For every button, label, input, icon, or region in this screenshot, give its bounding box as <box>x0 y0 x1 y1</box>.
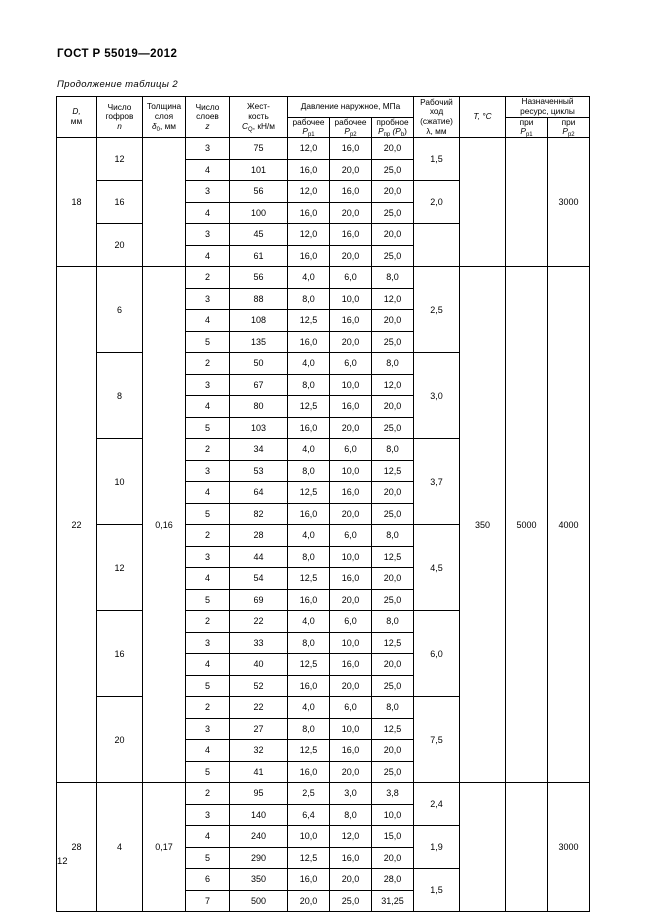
cell-stiffness: 350 <box>230 869 288 891</box>
cell-stiffness: 67 <box>230 374 288 396</box>
cell-resource-at-p2: 3000 <box>548 138 590 267</box>
cell-test-pressure: 25,0 <box>372 503 414 525</box>
cell-stiffness: 101 <box>230 159 288 181</box>
cell-test-pressure: 15,0 <box>372 826 414 848</box>
cell-layer-count: 4 <box>186 202 230 224</box>
cell-stiffness: 40 <box>230 654 288 676</box>
cell-stiffness: 53 <box>230 460 288 482</box>
cell-working-pressure-2: 3,0 <box>330 783 372 805</box>
header-pnp-glyph: P <box>378 126 384 137</box>
cell-working-pressure-2: 6,0 <box>330 267 372 289</box>
cell-resource-at-p2: 4000 <box>548 267 590 783</box>
header-resource-l1: Назначенный <box>521 96 574 106</box>
header-resource-at-p1 <box>506 117 548 138</box>
header-temperature <box>460 97 506 138</box>
cell-layer-count: 5 <box>186 417 230 439</box>
header-p1-subscript: р1 <box>307 132 315 139</box>
table-header <box>57 97 590 138</box>
cell-layer-count: 5 <box>186 675 230 697</box>
cell-working-pressure-2: 6,0 <box>330 611 372 633</box>
header-r2-subscript: р2 <box>567 132 575 139</box>
cell-working-pressure-2: 12,0 <box>330 826 372 848</box>
cell-working-pressure-1: 8,0 <box>288 460 330 482</box>
cell-stiffness: 69 <box>230 589 288 611</box>
cell-stiffness: 500 <box>230 890 288 912</box>
cell-stiffness: 44 <box>230 546 288 568</box>
cell-test-pressure: 20,0 <box>372 310 414 332</box>
cell-test-pressure: 25,0 <box>372 202 414 224</box>
cell-working-pressure-2: 20,0 <box>330 245 372 267</box>
cell-layer-count: 5 <box>186 331 230 353</box>
cell-test-pressure: 8,0 <box>372 611 414 633</box>
header-z-symbol: z <box>205 121 210 132</box>
cell-layer-count: 4 <box>186 654 230 676</box>
cell-working-pressure-1: 4,0 <box>288 267 330 289</box>
header-p2-l1: рабочее <box>334 116 367 127</box>
cell-working-stroke: 2,0 <box>414 181 460 224</box>
header-p2-symbol <box>330 127 371 137</box>
header-lambda-l1: Рабочий <box>420 96 453 107</box>
cell-layer-count: 2 <box>186 267 230 289</box>
header-n-l1: Число <box>107 101 132 112</box>
table-row <box>57 138 590 160</box>
cell-test-pressure: 20,0 <box>372 181 414 203</box>
cell-layer-count: 3 <box>186 138 230 160</box>
cell-stiffness: 54 <box>230 568 288 590</box>
header-delta-unit: , мм <box>159 120 176 131</box>
cell-corrugation-count: 4 <box>97 783 143 912</box>
specification-table <box>56 96 590 912</box>
cell-stiffness: 100 <box>230 202 288 224</box>
cell-layer-count: 2 <box>186 697 230 719</box>
cell-stiffness: 27 <box>230 718 288 740</box>
header-r1-symbol <box>506 127 547 137</box>
cell-test-pressure: 25,0 <box>372 245 414 267</box>
cell-working-pressure-1: 8,0 <box>288 718 330 740</box>
cell-test-pressure: 20,0 <box>372 138 414 160</box>
header-resource-l2: ресурс, циклы <box>520 105 575 116</box>
cell-test-pressure: 25,0 <box>372 159 414 181</box>
cell-working-pressure-1: 12,5 <box>288 310 330 332</box>
cell-stiffness: 108 <box>230 310 288 332</box>
cell-stiffness: 22 <box>230 611 288 633</box>
cell-working-pressure-1: 12,5 <box>288 568 330 590</box>
cell-working-pressure-1: 12,0 <box>288 224 330 246</box>
cell-working-pressure-1: 16,0 <box>288 202 330 224</box>
cell-working-pressure-2: 16,0 <box>330 568 372 590</box>
cell-working-pressure-2: 16,0 <box>330 654 372 676</box>
cell-corrugation-count: 12 <box>97 138 143 181</box>
cell-layer-count: 3 <box>186 181 230 203</box>
cell-working-stroke: 1,9 <box>414 826 460 869</box>
header-c-symbol <box>230 122 287 132</box>
cell-working-pressure-2: 20,0 <box>330 675 372 697</box>
cell-working-pressure-2: 6,0 <box>330 697 372 719</box>
header-c-l1: Жест- <box>247 101 270 112</box>
cell-stiffness: 140 <box>230 804 288 826</box>
cell-working-pressure-2: 16,0 <box>330 310 372 332</box>
cell-test-pressure: 20,0 <box>372 568 414 590</box>
cell-working-pressure-2: 10,0 <box>330 632 372 654</box>
cell-working-pressure-2: 16,0 <box>330 224 372 246</box>
cell-layer-count: 4 <box>186 826 230 848</box>
cell-working-pressure-1: 16,0 <box>288 675 330 697</box>
cell-working-pressure-2: 10,0 <box>330 374 372 396</box>
header-p2-glyph: P <box>344 126 350 137</box>
cell-stiffness: 75 <box>230 138 288 160</box>
header-p1-l1: рабочее <box>292 116 325 127</box>
header-delta-l1: Толщина <box>146 101 182 112</box>
cell-test-pressure: 25,0 <box>372 417 414 439</box>
header-layer-thickness <box>143 97 186 138</box>
cell-test-pressure: 25,0 <box>372 761 414 783</box>
header-r1-glyph: P <box>520 126 526 137</box>
cell-test-pressure: 3,8 <box>372 783 414 805</box>
cell-working-pressure-2: 25,0 <box>330 890 372 912</box>
cell-diameter: 22 <box>57 267 97 783</box>
cell-working-pressure-1: 12,0 <box>288 181 330 203</box>
cell-test-pressure: 10,0 <box>372 804 414 826</box>
cell-resource-at-p1 <box>506 783 548 912</box>
cell-layer-count: 3 <box>186 374 230 396</box>
cell-stiffness: 52 <box>230 675 288 697</box>
cell-working-stroke: 4,5 <box>414 525 460 611</box>
cell-working-pressure-1: 16,0 <box>288 417 330 439</box>
cell-working-pressure-2: 16,0 <box>330 396 372 418</box>
cell-working-pressure-2: 16,0 <box>330 482 372 504</box>
cell-working-pressure-1: 16,0 <box>288 869 330 891</box>
cell-layer-count: 3 <box>186 460 230 482</box>
cell-working-pressure-2: 10,0 <box>330 288 372 310</box>
cell-test-pressure: 20,0 <box>372 654 414 676</box>
header-p2-subscript: р2 <box>349 132 357 139</box>
cell-working-pressure-2: 20,0 <box>330 331 372 353</box>
cell-diameter: 18 <box>57 138 97 267</box>
cell-layer-count: 3 <box>186 224 230 246</box>
header-diameter-symbol: D, <box>72 106 81 117</box>
cell-working-pressure-1: 16,0 <box>288 159 330 181</box>
cell-layer-count: 3 <box>186 718 230 740</box>
header-pnp-paren-close: ) <box>404 126 407 137</box>
cell-working-pressure-1: 2,5 <box>288 783 330 805</box>
header-p1-symbol <box>288 127 329 137</box>
cell-working-pressure-1: 8,0 <box>288 632 330 654</box>
cell-layer-count: 5 <box>186 847 230 869</box>
cell-layer-count: 2 <box>186 783 230 805</box>
cell-working-pressure-1: 20,0 <box>288 890 330 912</box>
cell-working-pressure-2: 10,0 <box>330 546 372 568</box>
cell-test-pressure: 8,0 <box>372 697 414 719</box>
cell-working-pressure-1: 12,0 <box>288 138 330 160</box>
cell-layer-count: 2 <box>186 525 230 547</box>
header-lambda-l2: ход <box>429 106 444 117</box>
header-pnp-subscript2: b <box>400 132 405 139</box>
standard-title: ГОСТ Р 55019—2012 <box>57 48 178 60</box>
header-delta-l2: слоя <box>154 111 174 122</box>
header-c-unit: , кН/м <box>252 120 275 131</box>
cell-stiffness: 103 <box>230 417 288 439</box>
cell-working-stroke: 7,5 <box>414 697 460 783</box>
header-lambda-l3: (сжатие) <box>420 116 453 127</box>
cell-test-pressure: 31,25 <box>372 890 414 912</box>
header-lambda-l4: λ, мм <box>426 125 447 136</box>
header-resource-at-p2 <box>548 117 590 138</box>
table-row <box>57 267 590 289</box>
header-c-l2: кость <box>248 111 269 122</box>
cell-working-pressure-2: 6,0 <box>330 353 372 375</box>
cell-working-pressure-2: 20,0 <box>330 589 372 611</box>
header-layer-count <box>186 97 230 138</box>
header-z-l1: Число <box>195 101 220 112</box>
cell-layer-count: 4 <box>186 740 230 762</box>
cell-layer-thickness: 0,17 <box>143 783 186 912</box>
cell-working-pressure-1: 10,0 <box>288 826 330 848</box>
header-c-subscript: Q <box>248 126 253 133</box>
table-body <box>57 138 590 912</box>
header-c-glyph: C <box>242 120 249 131</box>
cell-layer-count: 4 <box>186 396 230 418</box>
cell-stiffness: 41 <box>230 761 288 783</box>
cell-test-pressure: 12,5 <box>372 718 414 740</box>
header-pnp-symbol <box>372 127 413 137</box>
cell-temperature: 350 <box>460 267 506 783</box>
cell-stiffness: 22 <box>230 697 288 719</box>
cell-test-pressure: 25,0 <box>372 331 414 353</box>
header-delta-subscript: 0 <box>156 126 160 133</box>
cell-test-pressure: 12,0 <box>372 288 414 310</box>
cell-stiffness: 45 <box>230 224 288 246</box>
cell-temperature <box>460 783 506 912</box>
cell-working-pressure-2: 16,0 <box>330 847 372 869</box>
cell-resource-at-p1 <box>506 138 548 267</box>
header-test-pressure <box>372 117 414 138</box>
cell-working-pressure-1: 6,4 <box>288 804 330 826</box>
cell-working-pressure-2: 6,0 <box>330 525 372 547</box>
cell-layer-thickness: 0,16 <box>143 267 186 783</box>
cell-test-pressure: 20,0 <box>372 740 414 762</box>
cell-stiffness: 34 <box>230 439 288 461</box>
cell-working-pressure-1: 8,0 <box>288 546 330 568</box>
cell-stiffness: 82 <box>230 503 288 525</box>
header-stiffness <box>230 97 288 138</box>
cell-working-pressure-1: 12,5 <box>288 654 330 676</box>
cell-resource-at-p2: 3000 <box>548 783 590 912</box>
cell-test-pressure: 25,0 <box>372 589 414 611</box>
header-r1-l1: при <box>519 116 534 127</box>
cell-corrugation-count: 20 <box>97 224 143 267</box>
cell-test-pressure: 20,0 <box>372 847 414 869</box>
cell-stiffness: 32 <box>230 740 288 762</box>
cell-working-pressure-1: 4,0 <box>288 611 330 633</box>
cell-layer-count: 6 <box>186 869 230 891</box>
header-diameter-unit: мм <box>70 116 83 127</box>
cell-working-pressure-1: 12,5 <box>288 482 330 504</box>
cell-diameter: 28 <box>57 783 97 912</box>
header-r2-l1: при <box>561 116 576 127</box>
cell-stiffness: 28 <box>230 525 288 547</box>
header-n-symbol: n <box>117 121 122 132</box>
cell-layer-count: 3 <box>186 632 230 654</box>
cell-corrugation-count: 12 <box>97 525 143 611</box>
cell-working-pressure-2: 20,0 <box>330 761 372 783</box>
cell-test-pressure: 8,0 <box>372 353 414 375</box>
cell-working-pressure-2: 16,0 <box>330 740 372 762</box>
cell-working-pressure-2: 16,0 <box>330 138 372 160</box>
cell-stiffness: 64 <box>230 482 288 504</box>
cell-working-pressure-1: 8,0 <box>288 374 330 396</box>
header-external-pressure-group: Давление наружное, МПа <box>288 97 414 118</box>
cell-test-pressure: 25,0 <box>372 675 414 697</box>
cell-working-pressure-2: 8,0 <box>330 804 372 826</box>
cell-stiffness: 56 <box>230 267 288 289</box>
header-delta-glyph: δ <box>152 120 157 131</box>
cell-stiffness: 290 <box>230 847 288 869</box>
cell-working-pressure-1: 12,5 <box>288 396 330 418</box>
cell-stiffness: 56 <box>230 181 288 203</box>
cell-working-pressure-1: 4,0 <box>288 353 330 375</box>
cell-test-pressure: 12,5 <box>372 632 414 654</box>
header-working-pressure-1 <box>288 117 330 138</box>
cell-working-stroke: 3,0 <box>414 353 460 439</box>
table-caption: Продолжение таблицы 2 <box>57 79 178 90</box>
cell-temperature <box>460 138 506 267</box>
cell-working-pressure-2: 20,0 <box>330 202 372 224</box>
cell-layer-count: 4 <box>186 159 230 181</box>
header-diameter <box>57 97 97 138</box>
header-r2-symbol <box>548 127 589 137</box>
cell-working-pressure-1: 16,0 <box>288 589 330 611</box>
cell-test-pressure: 20,0 <box>372 224 414 246</box>
cell-corrugation-count: 20 <box>97 697 143 783</box>
cell-stiffness: 50 <box>230 353 288 375</box>
cell-working-stroke <box>414 224 460 267</box>
cell-layer-count: 7 <box>186 890 230 912</box>
cell-test-pressure: 12,5 <box>372 460 414 482</box>
cell-working-pressure-1: 12,5 <box>288 740 330 762</box>
header-corrugation-count <box>97 97 143 138</box>
header-row-top <box>57 97 590 118</box>
cell-resource-at-p1: 5000 <box>506 267 548 783</box>
page-number: 12 <box>57 856 68 867</box>
cell-layer-thickness <box>143 138 186 267</box>
cell-test-pressure: 8,0 <box>372 439 414 461</box>
header-temperature-label: T, °C <box>473 111 492 122</box>
cell-corrugation-count: 16 <box>97 611 143 697</box>
cell-working-pressure-2: 20,0 <box>330 503 372 525</box>
header-resource-group <box>506 97 590 118</box>
cell-working-stroke: 1,5 <box>414 869 460 912</box>
cell-test-pressure: 28,0 <box>372 869 414 891</box>
cell-working-pressure-1: 12,5 <box>288 847 330 869</box>
header-pnp-l1: пробное <box>376 116 409 127</box>
cell-layer-count: 5 <box>186 589 230 611</box>
cell-working-pressure-2: 10,0 <box>330 718 372 740</box>
cell-working-pressure-1: 4,0 <box>288 697 330 719</box>
cell-test-pressure: 12,0 <box>372 374 414 396</box>
cell-layer-count: 4 <box>186 310 230 332</box>
cell-test-pressure: 20,0 <box>372 396 414 418</box>
cell-layer-count: 3 <box>186 546 230 568</box>
cell-corrugation-count: 6 <box>97 267 143 353</box>
cell-working-pressure-2: 20,0 <box>330 869 372 891</box>
cell-corrugation-count: 8 <box>97 353 143 439</box>
cell-stiffness: 135 <box>230 331 288 353</box>
cell-working-pressure-2: 16,0 <box>330 181 372 203</box>
cell-test-pressure: 8,0 <box>372 525 414 547</box>
cell-corrugation-count: 16 <box>97 181 143 224</box>
cell-working-pressure-2: 10,0 <box>330 460 372 482</box>
cell-working-pressure-2: 20,0 <box>330 159 372 181</box>
cell-test-pressure: 8,0 <box>372 267 414 289</box>
cell-working-stroke: 2,5 <box>414 267 460 353</box>
header-working-pressure-2 <box>330 117 372 138</box>
cell-layer-count: 3 <box>186 288 230 310</box>
cell-working-stroke: 2,4 <box>414 783 460 826</box>
header-working-stroke <box>414 97 460 138</box>
cell-working-stroke: 6,0 <box>414 611 460 697</box>
header-n-l2: гофров <box>105 111 134 122</box>
header-pnp-subscript: пр <box>383 132 391 139</box>
cell-stiffness: 88 <box>230 288 288 310</box>
cell-working-pressure-1: 16,0 <box>288 503 330 525</box>
cell-working-pressure-1: 4,0 <box>288 439 330 461</box>
table-row <box>57 783 590 805</box>
cell-working-pressure-2: 20,0 <box>330 417 372 439</box>
cell-stiffness: 95 <box>230 783 288 805</box>
cell-layer-count: 3 <box>186 804 230 826</box>
cell-working-pressure-1: 16,0 <box>288 245 330 267</box>
cell-test-pressure: 20,0 <box>372 482 414 504</box>
cell-layer-count: 4 <box>186 482 230 504</box>
header-pnp-paren-open: (P <box>390 126 401 137</box>
header-r1-subscript: р1 <box>525 132 533 139</box>
header-delta-symbol <box>143 122 185 132</box>
cell-working-stroke: 1,5 <box>414 138 460 181</box>
cell-working-pressure-1: 16,0 <box>288 331 330 353</box>
cell-test-pressure: 12,5 <box>372 546 414 568</box>
cell-stiffness: 80 <box>230 396 288 418</box>
cell-layer-count: 2 <box>186 439 230 461</box>
header-p1-glyph: P <box>302 126 308 137</box>
cell-working-pressure-1: 16,0 <box>288 761 330 783</box>
cell-working-pressure-1: 4,0 <box>288 525 330 547</box>
cell-layer-count: 5 <box>186 503 230 525</box>
cell-stiffness: 240 <box>230 826 288 848</box>
cell-layer-count: 4 <box>186 568 230 590</box>
header-z-l2: слоев <box>196 111 219 122</box>
cell-stiffness: 33 <box>230 632 288 654</box>
cell-working-pressure-1: 8,0 <box>288 288 330 310</box>
cell-working-stroke: 3,7 <box>414 439 460 525</box>
cell-working-pressure-2: 6,0 <box>330 439 372 461</box>
cell-corrugation-count: 10 <box>97 439 143 525</box>
cell-layer-count: 2 <box>186 353 230 375</box>
header-r2-glyph: P <box>562 126 568 137</box>
cell-layer-count: 2 <box>186 611 230 633</box>
cell-stiffness: 61 <box>230 245 288 267</box>
cell-layer-count: 4 <box>186 245 230 267</box>
cell-layer-count: 5 <box>186 761 230 783</box>
